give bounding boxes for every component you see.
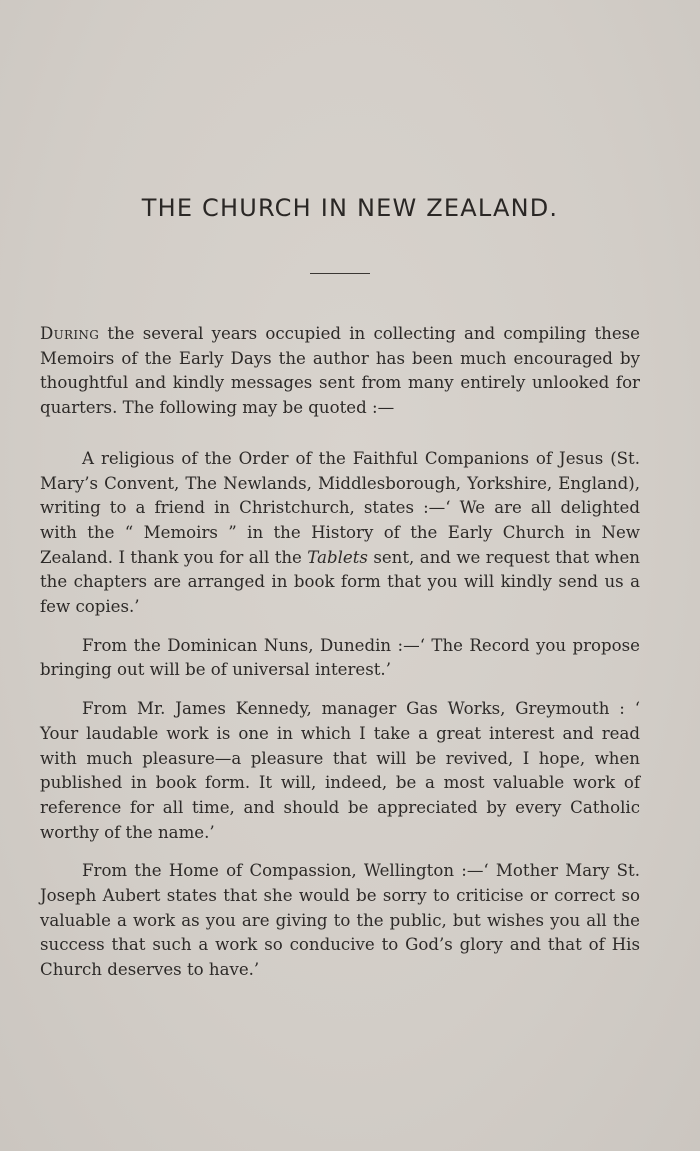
paragraph-faithful-companions (40, 447, 640, 620)
paragraph-dominican-nuns: From the Dominican Nuns, Dunedin :—‘ The Record you propose bringing out will be of universal interest.’ (40, 635, 640, 680)
page-title: THE CHURCH IN NEW ZEALAND. (141, 194, 559, 222)
body-text (40, 322, 640, 983)
title-divider (310, 273, 370, 274)
paragraph-intro-text: the several years occupied in collecting and compiling these Memoirs of the Early Days the author has been much encouraged by thoughtful and kindly messages sent from many entirely unlooked for quarters. The following may be quoted :— (40, 324, 640, 418)
paragraph-intro (40, 322, 640, 421)
drop-word: During (40, 324, 100, 343)
paragraph-home-of-compassion: From the Home of Compassion, Wellington :—‘ Mother Mary St. Joseph Aubert states that she would be sorry to criticise or correct so valuable a work as you are giving to the public, but wishes you all the success that such a work so conducive to God’s glory and that of His Church deserves to have.’ (40, 861, 640, 980)
paragraph-james-kennedy: From Mr. James Kennedy, manager Gas Works, Greymouth : ‘ Your laudable work is one in which I take a great interest and read with much pleasure—a pleasure that will be revived, I hope, when published in book form. It will, indeed, be a most valuable work of reference for all time, and should be appreciated by every Catholic worthy of the name.’ (40, 699, 640, 842)
paragraph-faithful-companions-text: A religious of the Order of the Faithful Companions of Jesus (St. Mary’s Convent, The Newlands, Middlesborough, Yorkshire, England), writing to a friend in Christchurch, states :—‘ We are all delighted with the “ Memoirs ” in the History of the Early Church in New Zealand. I thank you for all the (40, 448, 640, 567)
italic-tablets: Tablets (307, 547, 368, 567)
paragraph-faithful-companions-rest: sent, and we request that when the chapters are arranged in book form that you will kindly send us a few copies.’ (40, 547, 640, 617)
